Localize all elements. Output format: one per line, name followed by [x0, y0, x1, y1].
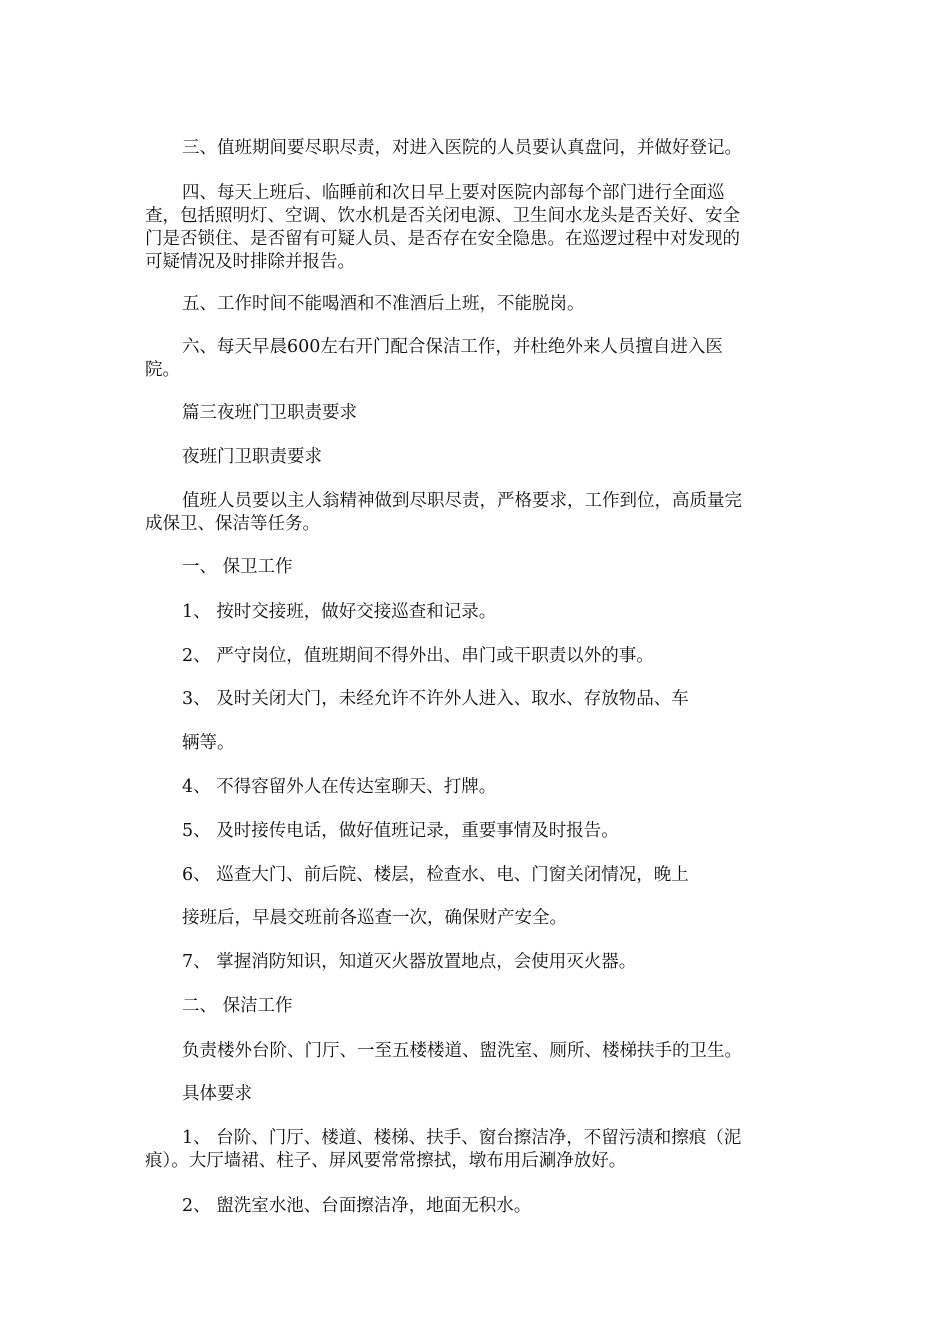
list-item-continuation: 痕）。大厅墙裙、柱子、屏风要常常擦拭，墩布用后涮净放好。 [145, 1151, 627, 1171]
paragraph-line: 值班人员要以主人翁精神做到尽职尽责，严格要求，工作到位，高质量完 [182, 491, 742, 511]
list-item: 2、 盥洗室水池、台面擦洁净，地面无积水。 [182, 1196, 532, 1216]
paragraph-line: 六、每天早晨600左右开门配合保洁工作，并杜绝外来人员擅自进入医 [182, 337, 723, 357]
heading-line: 二、 保洁工作 [182, 996, 293, 1016]
list-item: 5、 及时接传电话，做好值班记录，重要事情及时报告。 [182, 821, 619, 841]
paragraph-line: 可疑情况及时排除并报告。 [145, 252, 355, 272]
list-item: 1、 台阶、门厅、楼道、楼梯、扶手、窗台擦洁净，不留污渍和擦痕（泥 [182, 1128, 742, 1148]
heading-line: 一、 保卫工作 [182, 557, 293, 577]
list-item-continuation: 辆等。 [182, 733, 235, 753]
heading-line: 具体要求 [182, 1084, 252, 1104]
paragraph-line: 四、每天上班后、临睡前和次日早上要对医院内部每个部门进行全面巡 [182, 183, 725, 203]
list-item: 3、 及时关闭大门，未经允许不许外人进入、取水、存放物品、车 [182, 689, 689, 709]
paragraph-line: 五、工作时间不能喝酒和不准酒后上班，不能脱岗。 [182, 294, 585, 314]
paragraph-line: 负责楼外台阶、门厅、一至五楼楼道、盥洗室、厕所、楼梯扶手的卫生。 [182, 1041, 742, 1061]
paragraph-line: 查，包括照明灯、空调、饮水机是否关闭电源、卫生间水龙头是否关好、安全 [145, 206, 740, 226]
section-subtitle: 夜班门卫职责要求 [182, 447, 322, 467]
paragraph-line: 成保卫、保洁等任务。 [145, 514, 320, 534]
list-item: 2、 严守岗位，值班期间不得外出、串门或干职责以外的事。 [182, 646, 654, 666]
paragraph-line: 门是否锁住、是否留有可疑人员、是否存在安全隐患。在巡逻过程中对发现的 [145, 229, 740, 249]
list-item: 4、 不得容留外人在传达室聊天、打牌。 [182, 777, 497, 797]
section-title: 篇三夜班门卫职责要求 [182, 403, 357, 423]
paragraph-line: 院。 [145, 360, 180, 380]
list-item: 1、 按时交接班，做好交接巡查和记录。 [182, 602, 497, 622]
list-item-continuation: 接班后，早晨交班前各巡查一次，确保财产安全。 [182, 908, 567, 928]
paragraph-line: 三、值班期间要尽职尽责，对进入医院的人员要认真盘问，并做好登记。 [182, 138, 742, 158]
list-item: 7、 掌握消防知识，知道灭火器放置地点，会使用灭火器。 [182, 952, 637, 972]
list-item: 6、 巡查大门、前后院、楼层，检查水、电、门窗关闭情况，晚上 [182, 865, 689, 885]
